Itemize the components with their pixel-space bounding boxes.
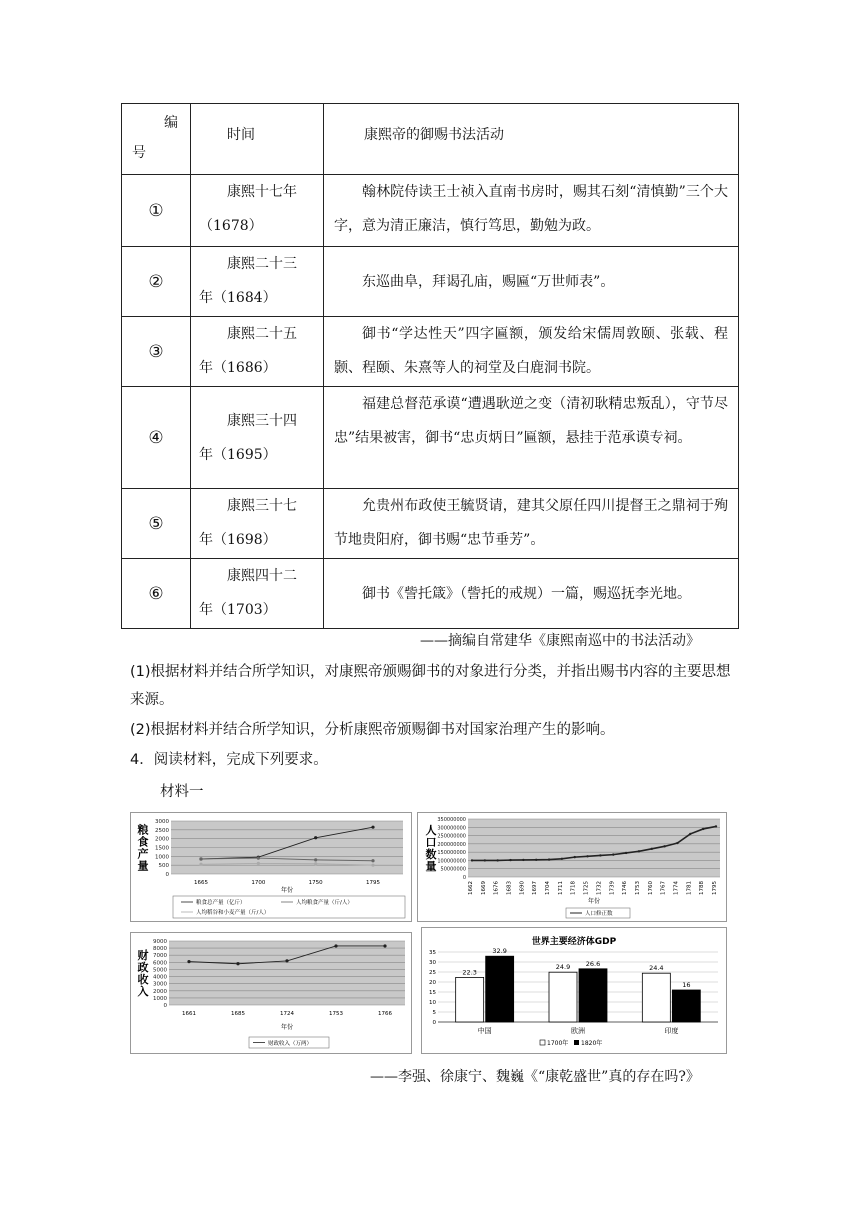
y-tick-label: 6000: [153, 960, 167, 967]
row-time-line1: 康熙二十三: [227, 256, 297, 272]
data-point: [199, 863, 202, 866]
gdp-bar-chart: [422, 928, 726, 1053]
row-activity: 允贵州布政使王毓贤请，建其父原任四川提督王之鼎祠于殉节地贵阳府，御书赐“忠节垂芳”。: [334, 498, 728, 548]
row-num-cell: [122, 489, 191, 559]
data-point: [496, 859, 498, 861]
row-time-line1: 康熙三十七: [227, 498, 297, 514]
y-axis-label-char: 数: [425, 848, 437, 861]
x-axis-label: 年份: [280, 1024, 294, 1031]
y-tick-label: 1000: [155, 854, 169, 861]
data-point: [383, 944, 386, 947]
x-tick-label: 1753: [634, 881, 641, 895]
x-tick-label: 1739: [609, 881, 616, 895]
legend-label: 财政收入（万两）: [268, 1041, 313, 1047]
bar: [549, 972, 577, 1022]
plot-area: [468, 819, 720, 877]
data-point: [314, 858, 317, 861]
source-citation-1: ——摘编自常建华《康熙南巡中的书法活动》: [420, 633, 700, 649]
y-tick-label: 50000000: [440, 866, 466, 873]
row-time-line1: 康熙十七年: [227, 184, 297, 200]
y-axis-label: [138, 823, 149, 873]
data-point: [638, 850, 640, 852]
x-tick-label: 1676: [493, 881, 500, 895]
y-tick-label: 3000: [153, 981, 167, 988]
row-num: ①: [148, 200, 164, 221]
y-axis-label-char: 入: [137, 985, 149, 998]
row-activity: 翰林院侍读王士祯入直南书房时，赐其石刻“清慎勤”三个大字，意为清正廉洁，慎行笃思，勤勉为政。: [334, 184, 728, 234]
header-activity-cell: [324, 104, 739, 175]
material-label: 材料一: [160, 784, 204, 800]
row-activity: 御书“学达性天”四字匾额，颁发给宋儒周敦颐、张载、程颢、程颐、朱熹等人的祠堂及白鹿洞书院。: [334, 326, 728, 376]
y-tick-label: 500: [158, 863, 169, 870]
table-row: [122, 175, 739, 247]
y-axis-label-char: 口: [425, 836, 437, 849]
y-tick-label: 250000000: [437, 833, 466, 840]
y-tick-label: 1500: [155, 845, 169, 852]
x-tick-label: 1788: [699, 881, 706, 895]
bar: [486, 956, 514, 1022]
x-tick-label: 1683: [506, 881, 513, 895]
x-tick-label: 1781: [686, 881, 693, 895]
grain-output-chart: [131, 813, 411, 921]
x-tick-label: 1662: [468, 881, 474, 895]
data-label: 22.3: [462, 968, 477, 977]
data-point: [285, 959, 288, 962]
y-tick-label: 2000: [153, 988, 167, 995]
table-row: [122, 489, 739, 559]
legend-label: 1700年: [547, 1040, 569, 1047]
data-label: 16: [682, 981, 691, 989]
data-point: [535, 859, 537, 861]
x-tick-label: 1753: [329, 1011, 343, 1017]
data-point: [548, 858, 550, 860]
y-tick-label: 35: [429, 950, 436, 956]
row-time-line2: 年（1684）: [199, 290, 277, 306]
y-axis-label: [426, 824, 437, 873]
row-activity-cell: [324, 489, 739, 559]
x-tick-label: 印度: [664, 1027, 679, 1035]
data-point: [509, 859, 511, 861]
bar: [672, 990, 700, 1022]
x-tick-label: 1700: [251, 880, 266, 886]
x-tick-label: 1718: [570, 881, 577, 895]
row-num: ⑤: [148, 513, 164, 534]
data-point: [702, 828, 704, 830]
header-activity: 康熙帝的御赐书法活动: [364, 127, 504, 143]
x-tick-label: 欧洲: [571, 1027, 585, 1035]
table-row: [122, 559, 739, 629]
y-tick-label: 0: [462, 875, 466, 881]
source-citation-2: ——李强、徐康宁、魏巍《“康乾盛世”真的存在吗?》: [370, 1069, 700, 1085]
data-point: [663, 845, 665, 847]
data-point: [334, 944, 337, 947]
y-tick-label: 350000000: [437, 817, 466, 823]
row-time-cell: [191, 387, 324, 489]
data-point: [599, 854, 601, 856]
row-activity-cell: [324, 387, 739, 489]
data-point: [236, 962, 239, 965]
question-4: 4．阅读材料，完成下列要求。: [130, 752, 328, 768]
table-row: [122, 387, 739, 489]
population-chart: [418, 813, 726, 921]
header-time: 时间: [227, 127, 255, 143]
x-tick-label: 1766: [378, 1011, 392, 1017]
row-time-line2: 年（1698）: [199, 532, 277, 548]
data-point: [574, 856, 576, 858]
row-num-cell: [122, 559, 191, 629]
y-axis-label-char: 财: [137, 949, 149, 962]
row-num-cell: [122, 247, 191, 317]
data-point: [676, 842, 678, 844]
bar: [456, 977, 484, 1022]
x-tick-label: 1750: [308, 880, 323, 886]
question-2: (2)根据材料并结合所学知识，分析康熙帝颁赐御书对国家治理产生的影响。: [130, 722, 615, 738]
y-tick-label: 0: [432, 1020, 436, 1026]
x-tick-label: 1665: [194, 880, 208, 886]
y-tick-label: 2500: [155, 827, 169, 834]
data-point: [257, 857, 260, 860]
header-num-top: 编: [164, 115, 178, 131]
data-point: [199, 857, 202, 860]
y-tick-label: 10: [429, 1000, 436, 1006]
x-tick-label: 1661: [182, 1011, 196, 1017]
x-tick-label: 1704: [545, 881, 552, 895]
data-point: [257, 862, 260, 865]
row-num: ⑥: [148, 583, 164, 604]
x-tick-label: 1685: [231, 1011, 245, 1017]
row-activity: 御书《訾托箴》（訾托的戒规）一篇，赐巡抚李光地。: [362, 585, 691, 602]
y-tick-label: 3000: [155, 819, 169, 825]
legend-label: 1820年: [581, 1040, 603, 1047]
legend-label: 人口修正数: [585, 911, 613, 917]
x-tick-label: 1746: [622, 881, 629, 895]
row-time-cell: [191, 489, 324, 559]
y-tick-label: 20: [429, 980, 436, 986]
x-tick-label: 1795: [366, 880, 380, 886]
y-tick-label: 200000000: [437, 841, 466, 848]
bar: [579, 969, 607, 1022]
row-time-cell: [191, 559, 324, 629]
data-point: [522, 859, 524, 861]
row-time-line2: 年（1686）: [199, 360, 277, 376]
x-tick-label: 1760: [647, 881, 654, 895]
row-activity-cell: [324, 247, 739, 317]
legend-swatch: [574, 1040, 579, 1045]
data-point: [561, 858, 563, 860]
row-num: ③: [148, 341, 164, 362]
y-axis-label-char: 量: [137, 859, 149, 873]
y-tick-label: 4000: [153, 974, 167, 981]
row-num: ④: [148, 427, 164, 448]
y-tick-label: 5000: [153, 967, 167, 974]
y-axis-label-char: 量: [425, 860, 437, 873]
y-axis-label-char: 人: [425, 824, 437, 837]
gdp-chart-box: [421, 927, 727, 1054]
y-tick-label: 2000: [155, 836, 169, 843]
row-time-line2: （1678）: [199, 218, 263, 234]
data-point: [689, 833, 691, 835]
y-tick-label: 150000000: [437, 850, 466, 857]
revenue-chart-box: [130, 932, 412, 1054]
y-axis-label-char: 粮: [137, 823, 149, 837]
x-tick-label: 中国: [477, 1027, 492, 1035]
row-activity: 东巡曲阜，拜谒孔庙，赐匾“万世师表”。: [362, 273, 615, 290]
grain-chart-box: [130, 812, 412, 922]
data-point: [371, 864, 374, 867]
calligraphy-table: [121, 103, 739, 629]
y-tick-label: 9000: [153, 939, 167, 945]
row-activity-cell: [324, 559, 739, 629]
y-tick-label: 0: [165, 872, 169, 878]
x-axis-label: 年份: [587, 898, 601, 905]
legend-label: 人均稻谷和小麦产量（斤/人）: [196, 910, 270, 916]
data-point: [586, 855, 588, 857]
row-time-cell: [191, 247, 324, 317]
row-num-cell: [122, 387, 191, 489]
y-tick-label: 0: [163, 1003, 167, 1009]
data-point: [314, 836, 317, 839]
data-point: [625, 852, 627, 854]
table-header-row: [122, 104, 739, 175]
data-label: 32.9: [492, 947, 507, 956]
data-point: [651, 848, 653, 850]
population-chart-box: [417, 812, 727, 922]
row-num-cell: [122, 317, 191, 387]
header-num-bottom: 号: [132, 145, 146, 161]
data-point: [484, 859, 486, 861]
x-tick-label: 1725: [583, 881, 590, 895]
y-axis-label-char: 食: [137, 835, 149, 849]
x-tick-label: 1767: [660, 881, 667, 895]
row-time-line2: 年（1695）: [199, 446, 277, 463]
x-tick-label: 1690: [519, 881, 526, 895]
data-point: [371, 859, 374, 862]
chart-title: 世界主要经济体GDP: [531, 937, 617, 947]
x-tick-label: 1724: [280, 1011, 294, 1017]
x-tick-label: 1732: [596, 881, 603, 895]
y-tick-label: 8000: [153, 946, 167, 953]
row-time-cell: [191, 317, 324, 387]
table-row: [122, 317, 739, 387]
row-num-cell: [122, 175, 191, 247]
row-time-line1: 康熙四十二: [227, 568, 297, 584]
y-axis-label-char: 产: [137, 847, 149, 861]
y-tick-label: 1000: [153, 995, 167, 1002]
data-label: 24.4: [649, 964, 664, 973]
row-time-line2: 年（1703）: [199, 602, 277, 618]
row-activity: 福建总督范承谟“遭遇耿逆之变（清初耿精忠叛乱），守节尽忠”结果被害，御书“忠贞炳日”匾额，悬挂于范承谟专祠。: [334, 396, 728, 446]
data-point: [314, 862, 317, 865]
data-point: [187, 960, 190, 963]
legend-label: 粮食总产量（亿斤）: [196, 900, 246, 906]
y-tick-label: 30: [429, 960, 436, 966]
y-tick-label: 25: [429, 970, 436, 976]
legend-label: 人均粮食产量（斤/人）: [296, 900, 353, 906]
bar: [642, 973, 670, 1022]
x-tick-label: 1697: [532, 881, 539, 895]
y-axis-label: [138, 948, 150, 998]
x-tick-label: 1669: [480, 881, 487, 895]
x-tick-label: 1795: [712, 881, 718, 895]
y-tick-label: 5: [432, 1010, 436, 1016]
x-tick-label: 1774: [673, 881, 680, 895]
fiscal-revenue-chart: [131, 933, 411, 1053]
data-label: 24.9: [555, 963, 571, 972]
header-time-cell: [191, 104, 324, 175]
header-num-cell: [122, 104, 191, 175]
table-row: [122, 247, 739, 317]
row-activity-cell: [324, 317, 739, 387]
x-tick-label: 1711: [557, 881, 564, 895]
y-axis-label-char: 收: [137, 973, 149, 986]
y-tick-label: 300000000: [437, 825, 466, 832]
question-1: (1)根据材料并结合所学知识，对康熙帝颁赐御书的对象进行分类，并指出赐书内容的主要思想来源。: [130, 664, 731, 708]
y-axis-label-char: 政: [137, 961, 149, 974]
x-axis-label: 年份: [280, 887, 294, 894]
data-point: [371, 826, 374, 829]
y-tick-label: 100000000: [437, 858, 466, 865]
data-point: [612, 853, 614, 855]
y-tick-label: 15: [429, 990, 436, 996]
data-point: [471, 859, 473, 861]
row-time-line1: 康熙三十四: [227, 412, 297, 429]
data-point: [715, 825, 717, 827]
data-label: 26.6: [585, 959, 601, 968]
legend-swatch: [540, 1040, 545, 1045]
row-time-cell: [191, 175, 324, 247]
plot-area: [169, 941, 405, 1005]
row-activity-cell: [324, 175, 739, 247]
y-tick-label: 7000: [153, 953, 167, 960]
row-num: ②: [148, 271, 164, 292]
row-time-line1: 康熙二十五: [227, 326, 297, 342]
